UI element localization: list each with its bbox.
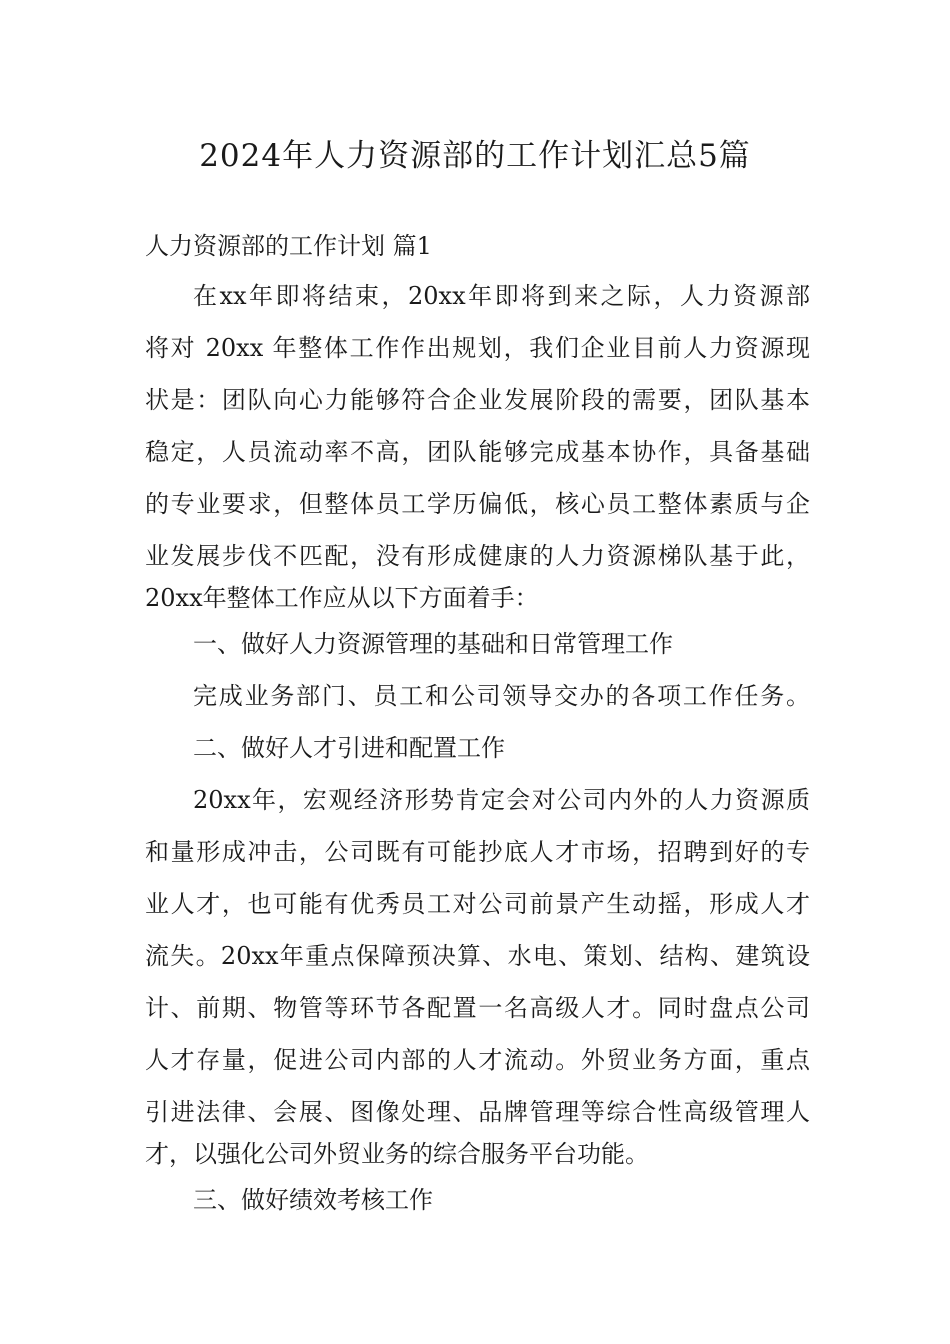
subheading-line: 二、做好人才引进和配置工作 <box>193 734 505 762</box>
paragraph-line: 将对 20xx 年整体工作作出规划，我们企业目前人力资源现 <box>145 334 810 362</box>
paragraph-line: 人才存量，促进公司内部的人才流动。外贸业务方面，重点 <box>145 1046 810 1074</box>
subheading-line: 一、做好人力资源管理的基础和日常管理工作 <box>193 630 673 658</box>
paragraph-line: 在xx年即将结束，20xx年即将到来之际，人力资源部 <box>193 282 810 310</box>
paragraph-line: 20xx年，宏观经济形势肯定会对公司内外的人力资源质 <box>193 786 810 814</box>
section-heading: 人力资源部的工作计划 篇1 <box>145 232 432 260</box>
paragraph-line: 的专业要求，但整体员工学历偏低，核心员工整体素质与企 <box>145 490 810 518</box>
document-title: 2024年人力资源部的工作计划汇总5篇 <box>199 138 751 174</box>
paragraph-line: 完成业务部门、员工和公司领导交办的各项工作任务。 <box>193 682 810 710</box>
paragraph-line: 才，以强化公司外贸业务的综合服务平台功能。 <box>145 1140 649 1168</box>
subheading-line: 三、做好绩效考核工作 <box>193 1186 433 1214</box>
paragraph-line: 业人才，也可能有优秀员工对公司前景产生动摇，形成人才 <box>145 890 810 918</box>
paragraph-line: 状是：团队向心力能够符合企业发展阶段的需要，团队基本 <box>145 386 810 414</box>
paragraph-line: 稳定，人员流动率不高，团队能够完成基本协作，具备基础 <box>145 438 810 466</box>
paragraph-line: 引进法律、会展、图像处理、品牌管理等综合性高级管理人 <box>145 1098 810 1126</box>
paragraph-line: 和量形成冲击，公司既有可能抄底人才市场，招聘到好的专 <box>145 838 810 866</box>
paragraph-line: 业发展步伐不匹配，没有形成健康的人力资源梯队基于此， <box>145 542 810 570</box>
paragraph-line: 计、前期、物管等环节各配置一名高级人才。同时盘点公司 <box>145 994 810 1022</box>
paragraph-line: 流失。20xx年重点保障预决算、水电、策划、结构、建筑设 <box>145 942 810 970</box>
paragraph-line: 20xx年整体工作应从以下方面着手： <box>145 584 539 612</box>
